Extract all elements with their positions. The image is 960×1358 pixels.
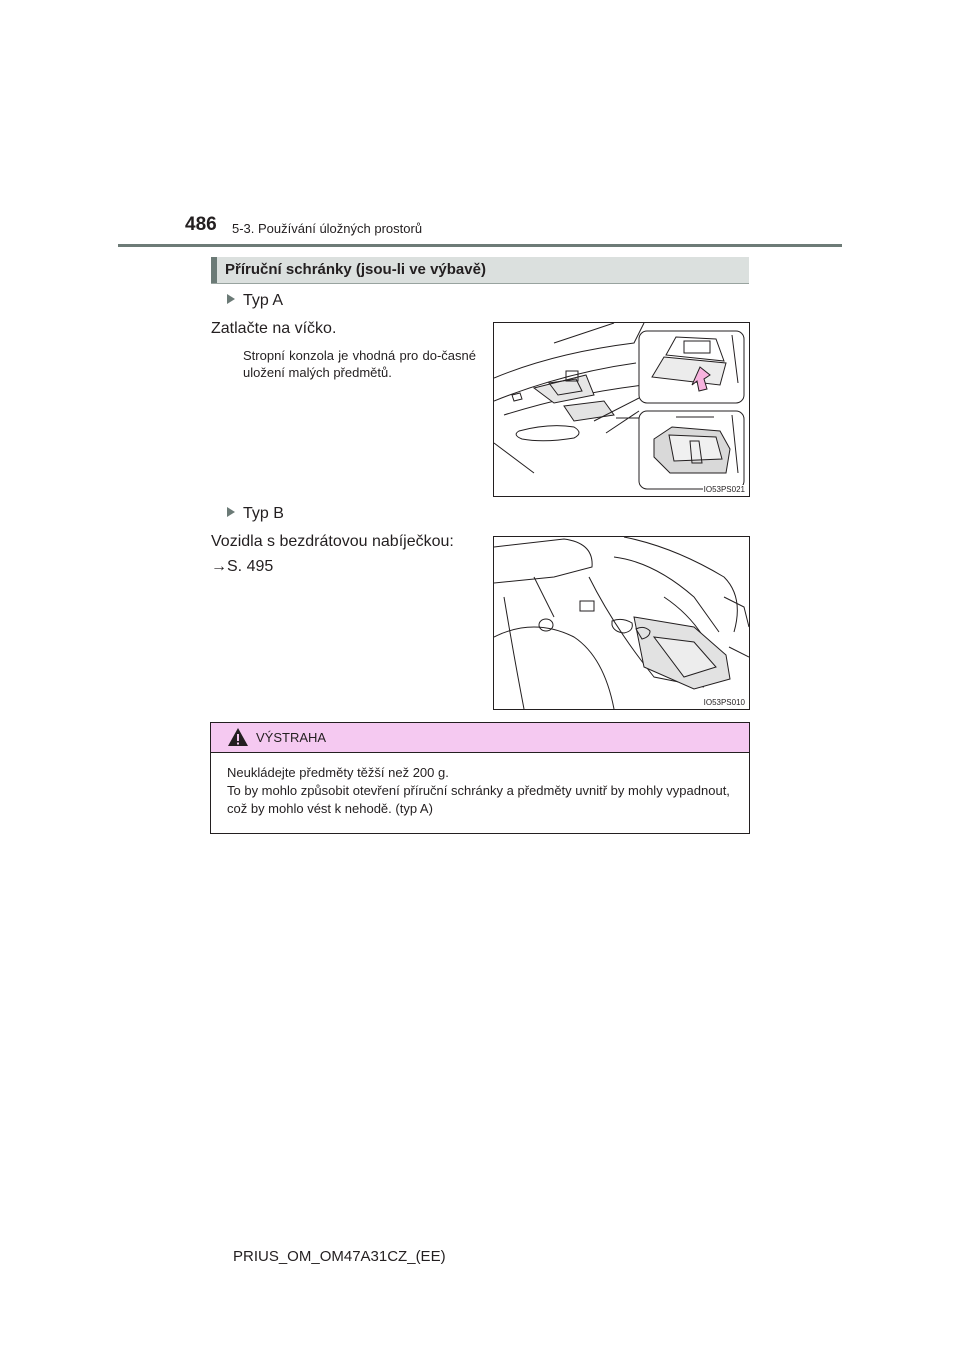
figure-code: IO53PS021 [703, 485, 745, 494]
document-id: PRIUS_OM_OM47A31CZ_(EE) [233, 1248, 446, 1265]
center-console-illustration [494, 537, 749, 709]
warning-title: VÝSTRAHA [256, 730, 327, 745]
type-b-label: Typ B [227, 505, 284, 523]
bullet-triangle-icon [227, 294, 235, 304]
type-b-instruction: Vozidla s bezdrátovou nabíječkou: [211, 533, 454, 550]
figure-center-console [493, 536, 750, 710]
section-heading [211, 257, 749, 284]
chapter-title: 5-3. Používání úložných prostorů [232, 221, 423, 236]
figure-overhead-console [493, 322, 750, 497]
page-number: 486 [185, 214, 217, 235]
type-a-label: Typ A [227, 292, 283, 310]
section-title: Příruční schránky (jsou-li ve výbavě) [225, 261, 486, 278]
overhead-console-illustration [494, 323, 749, 496]
header-divider [118, 244, 842, 247]
page-reference-link[interactable]: →S. 495 [211, 558, 274, 575]
warning-box [210, 722, 750, 834]
section-accent [211, 257, 217, 283]
warning-text [227, 764, 742, 818]
warning-line-2: To by mohlo způsobit otevření příruční schránky a předměty uvnitř by mohly vypadnout, což by mohlo vést k nehodě. (typ A) [227, 783, 730, 816]
figure-code: IO53PS010 [703, 698, 745, 707]
type-a-instruction: Zatlačte na víčko. [211, 320, 337, 337]
warning-header [211, 723, 749, 753]
type-a-note: Stropní konzola je vhodná pro do-časné uložení malých předmětů. [243, 348, 476, 380]
warning-line-1: Neukládejte předměty těžší než 200 g. [227, 765, 449, 780]
bullet-triangle-icon [227, 507, 235, 517]
warning-triangle-icon [227, 727, 249, 747]
